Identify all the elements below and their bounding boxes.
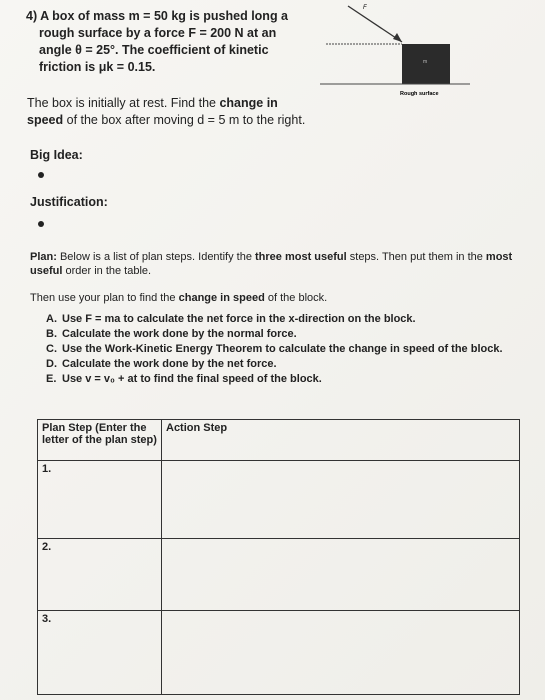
table-header-row (38, 420, 520, 461)
intro-text (27, 95, 347, 129)
plan-step (46, 327, 526, 342)
big-idea-label: Big Idea: (30, 148, 83, 162)
plan-text-1: Below is a list of plan steps. Identify the (56, 251, 256, 263)
force-diagram (320, 0, 470, 100)
plan-steps-list (46, 312, 526, 387)
table-cell-action[interactable] (162, 461, 520, 539)
then-bold: change in speed (178, 292, 265, 304)
problem-line-3: angle θ = 25°. The coefficient of kinetic (39, 43, 269, 57)
problem-statement (26, 8, 326, 76)
then-instruction (30, 292, 530, 304)
row-number: 3. (42, 613, 52, 625)
step-text: Calculate the work done by the normal force. (62, 328, 297, 340)
row-number: 2. (42, 541, 52, 553)
step-text: Use F = ma to calculate the net force in the x-direction on the block. (62, 313, 416, 325)
plan-step (46, 342, 526, 357)
problem-line-4: friction is μk = 0.15. (39, 60, 156, 74)
intro-bold-1: change in (219, 96, 278, 110)
table-cell-plan[interactable] (38, 539, 162, 611)
plan-table (37, 419, 520, 695)
action-step-header: Action Step (162, 420, 520, 461)
plan-step (46, 312, 526, 327)
mass-label: m (423, 59, 428, 65)
big-idea-bullet (38, 172, 44, 178)
surface-label: Rough surface (400, 91, 439, 97)
step-letter: B. (46, 328, 57, 340)
justification-label: Justification: (30, 195, 108, 209)
table-cell-action[interactable] (162, 611, 520, 695)
step-letter: A. (46, 313, 57, 325)
plan-text-2: steps. Then put them in the (346, 251, 486, 263)
plan-text-3: order in the table. (62, 265, 152, 277)
plan-step (46, 357, 526, 372)
step-text: Use v = v₀ + at to find the final speed of the block. (62, 373, 322, 385)
force-label: F (363, 5, 367, 11)
table-row (38, 461, 520, 539)
force-arrow (348, 6, 402, 42)
step-text: Use the Work-Kinetic Energy Theorem to calculate the change in speed of the block. (62, 343, 503, 355)
table-row (38, 611, 520, 695)
problem-line-1: A box of mass m = 50 kg is pushed long a (40, 9, 289, 23)
step-letter: C. (46, 343, 57, 355)
table-row (38, 539, 520, 611)
table-cell-plan[interactable] (38, 461, 162, 539)
problem-line-2: rough surface by a force F = 200 N at an (39, 26, 277, 40)
plan-step (46, 372, 526, 387)
then-part-1: Then use your plan to find the (30, 292, 179, 304)
plan-step-header: Plan Step (Enter the letter of the plan step) (38, 420, 162, 461)
step-letter: E. (46, 373, 57, 385)
intro-part-2: of the box after moving d = 5 m to the right. (63, 113, 306, 127)
row-number: 1. (42, 463, 52, 475)
plan-label: Plan: (30, 251, 57, 263)
force-arrowhead (393, 33, 402, 42)
table-cell-action[interactable] (162, 539, 520, 611)
step-text: Calculate the work done by the net force. (62, 358, 277, 370)
plan-bold-1: three most useful (255, 251, 347, 263)
problem-number: 4) (26, 9, 38, 23)
intro-bold-2: speed (27, 113, 64, 127)
justification-bullet (38, 221, 44, 227)
intro-part-1: The box is initially at rest. Find the (27, 96, 220, 110)
step-letter: D. (46, 358, 57, 370)
plan-instructions (30, 250, 530, 278)
plan-bold-2: most useful (30, 251, 513, 277)
table-cell-plan[interactable] (38, 611, 162, 695)
then-part-2: of the block. (264, 292, 328, 304)
